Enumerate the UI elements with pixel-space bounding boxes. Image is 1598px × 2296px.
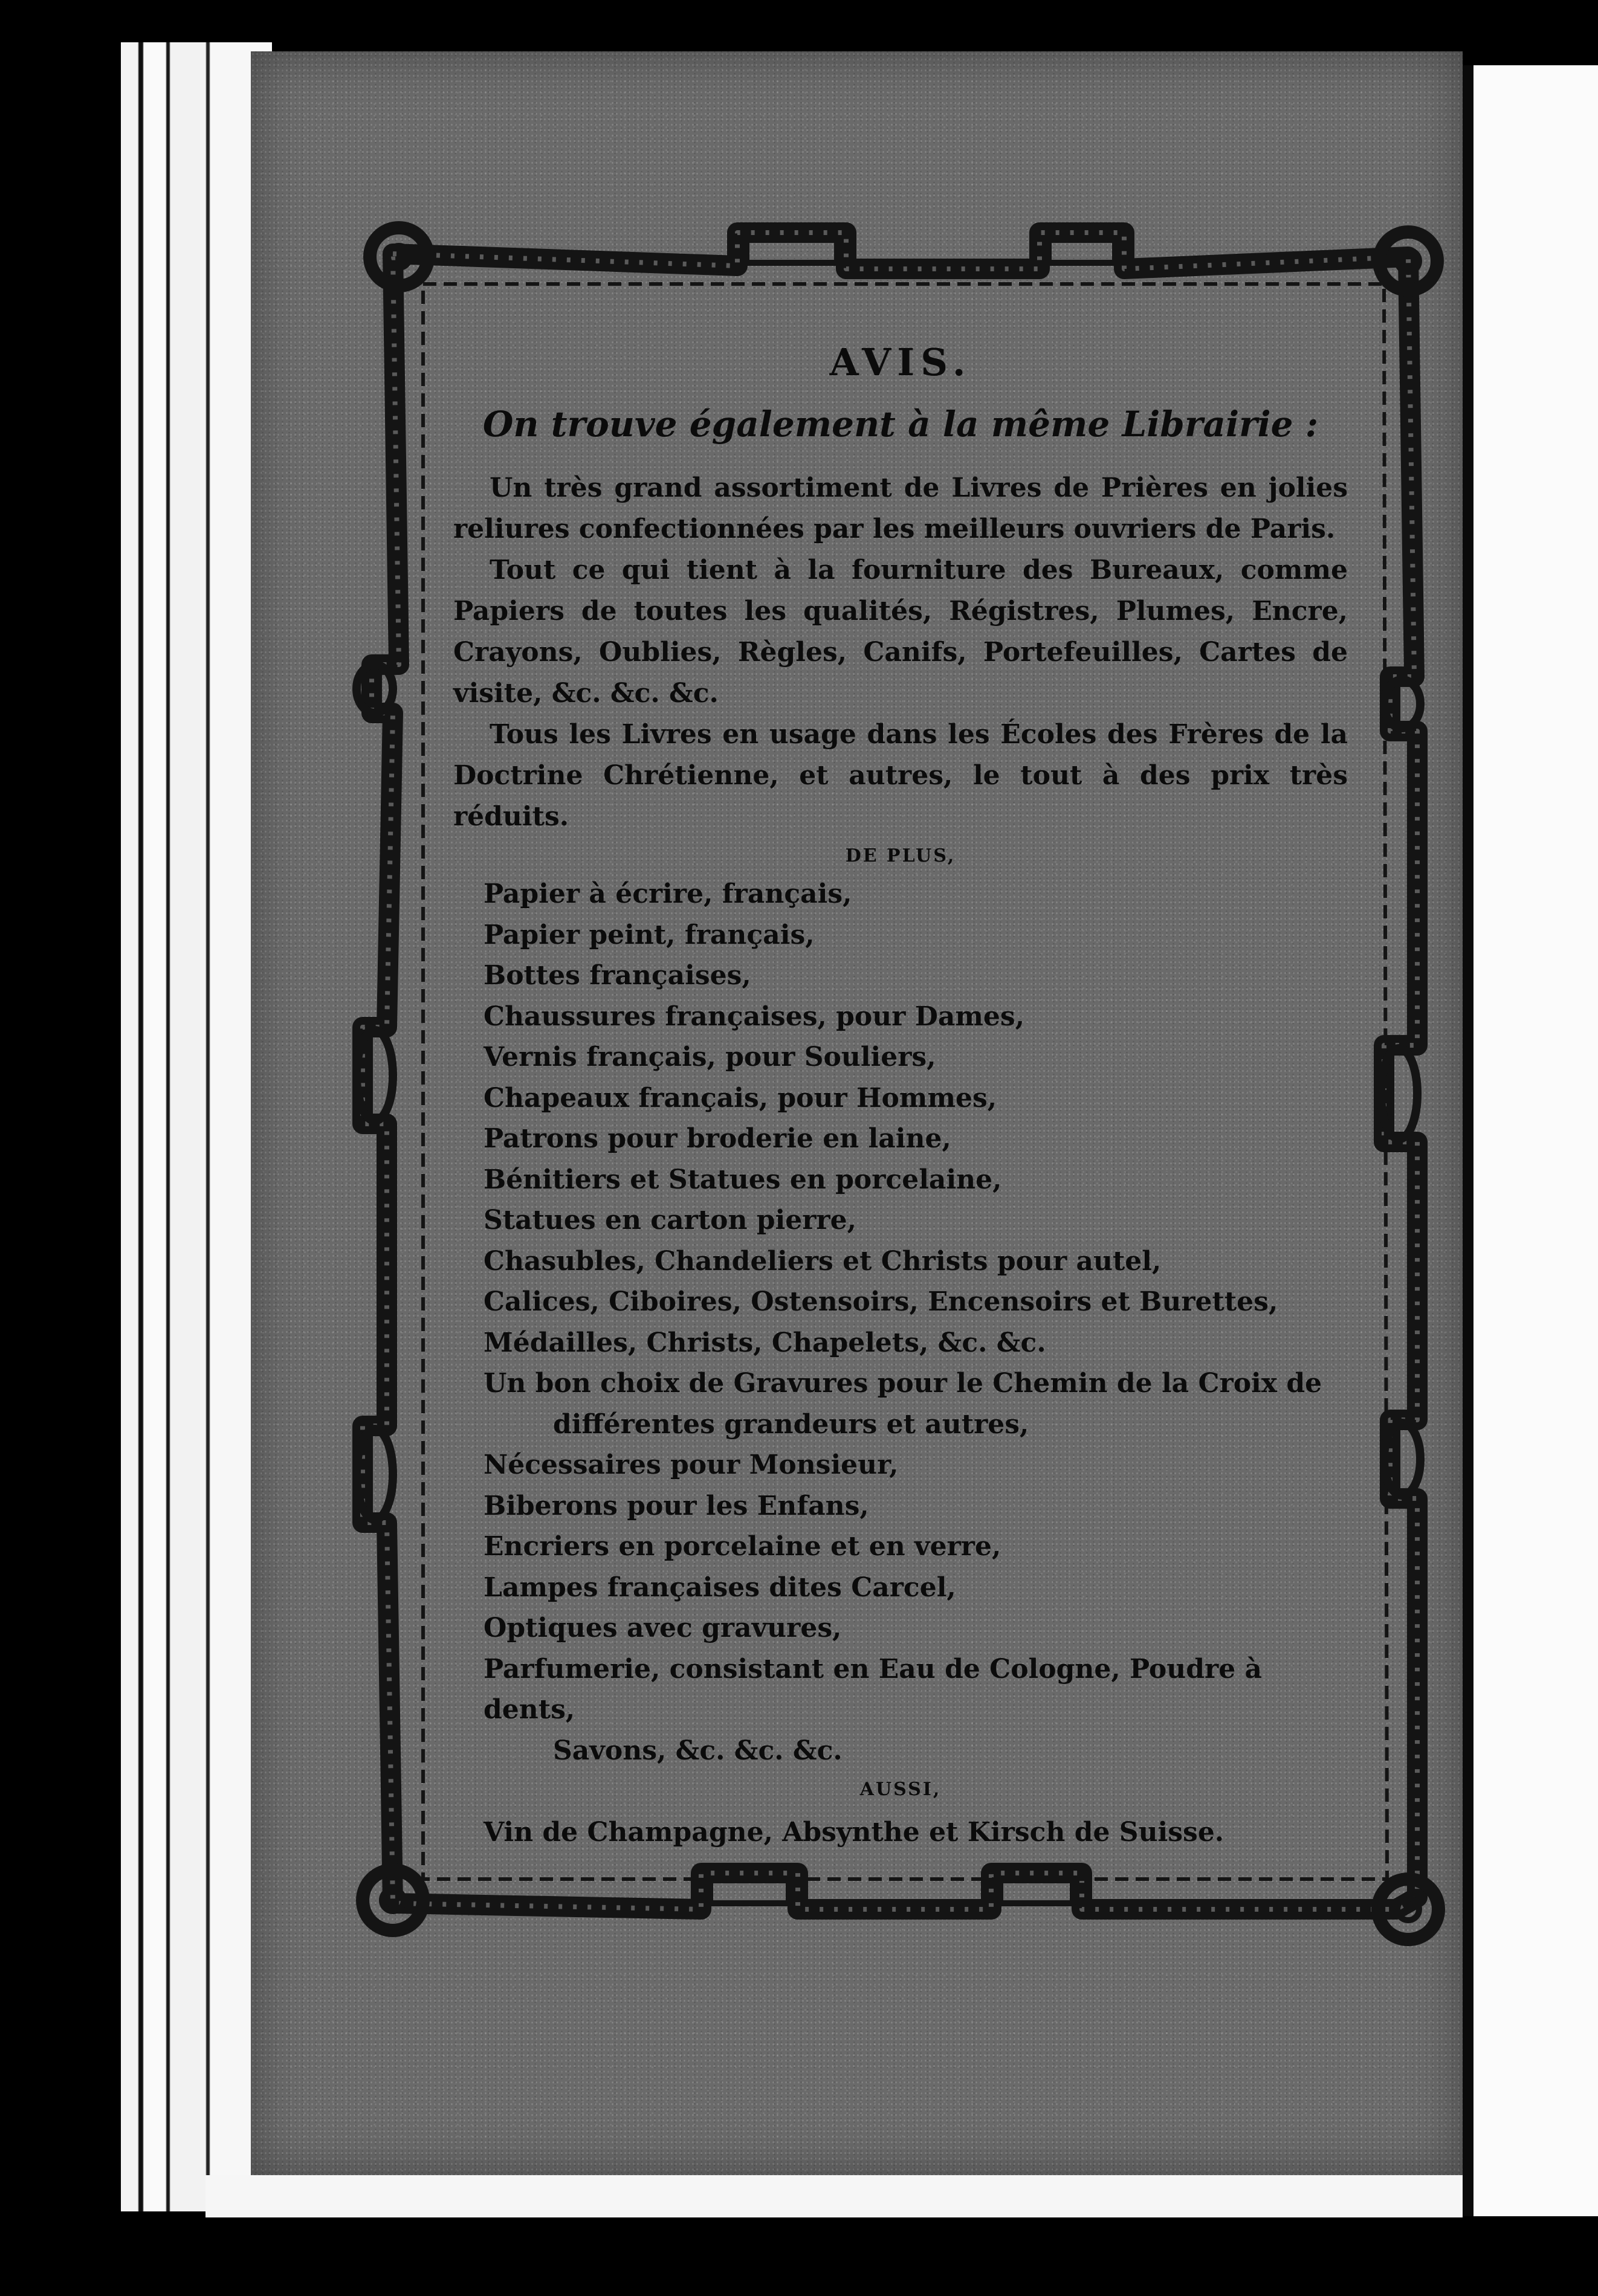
- list-item-continuation: différentes grandeurs et autres,: [553, 1408, 1029, 1440]
- list-item-text: Papier peint, français,: [484, 919, 815, 950]
- section-heading-aussi: AUSSI,: [859, 1779, 942, 1800]
- list-item-text: Un bon choix de Gravures pour le Chemin de la Croix de: [484, 1368, 1322, 1399]
- list-item-text: Calices, Ciboires, Ostensoirs, Encensoirs et Burettes,: [484, 1286, 1278, 1317]
- list-item-text: Encriers en porcelaine et en verre,: [484, 1531, 1001, 1562]
- list-item-text: Parfumerie, consistant en Eau de Cologne, Poudre à dents,: [484, 1653, 1263, 1725]
- list-item-text: Bénitiers et Statues en porcelaine,: [484, 1164, 1002, 1195]
- list-item-text: Optiques avec gravures,: [484, 1613, 842, 1643]
- list-item-text: Lampes françaises dites Carcel,: [484, 1572, 956, 1603]
- list-item-text: Statues en carton pierre,: [484, 1205, 856, 1236]
- list-item: [484, 1037, 1348, 1078]
- list-item-text: Biberons pour les Enfans,: [484, 1490, 869, 1521]
- list-item: [484, 1241, 1348, 1282]
- list-item: [484, 874, 1348, 915]
- goods-list: [453, 874, 1348, 1771]
- list-item: [484, 1608, 1348, 1649]
- list-item: [484, 1282, 1348, 1323]
- list-item: [484, 1118, 1348, 1159]
- final-line: Vin de Champagne, Absynthe et Kirsch de Suisse.: [484, 1817, 1224, 1848]
- list-item-text: Nécessaires pour Monsieur,: [484, 1450, 899, 1480]
- list-item: [484, 1078, 1348, 1119]
- notice-text: [453, 338, 1348, 1853]
- list-item: [484, 1159, 1348, 1201]
- list-item: [484, 915, 1348, 956]
- list-item: [484, 1445, 1348, 1486]
- list-item: [484, 1526, 1348, 1567]
- list-item-text: Chaussures françaises, pour Dames,: [484, 1001, 1025, 1032]
- subtitle: On trouve également à la même Librairie :: [482, 404, 1319, 445]
- list-item: [484, 955, 1348, 996]
- list-item-text: Médailles, Christs, Chapelets, &c. &c.: [484, 1327, 1046, 1358]
- paragraph-office-supplies: Tout ce qui tient à la fourniture des Bureaux, comme Papiers de toutes les qualités, Régistres, Plumes, Encre, Crayons, Oublies, Règles, Canifs, Portefeuilles, Cartes de visite, &c. &c. &c.: [453, 555, 1348, 709]
- list-item-continuation: Savons, &c. &c. &c.: [553, 1735, 843, 1766]
- list-item: [484, 1200, 1348, 1241]
- list-item: [484, 1323, 1348, 1364]
- list-item: [484, 1649, 1348, 1772]
- list-item-text: Chapeaux français, pour Hommes,: [484, 1082, 997, 1114]
- list-item-text: Vernis français, pour Souliers,: [484, 1042, 936, 1072]
- list-item: [484, 996, 1348, 1037]
- list-item-text: Chasubles, Chandeliers et Christs pour autel,: [484, 1245, 1162, 1277]
- page-title: AVIS.: [829, 340, 972, 384]
- list-item-text: Papier à écrire, français,: [484, 879, 852, 909]
- list-item: [484, 1363, 1348, 1445]
- paragraph-school-books: Tous les Livres en usage dans les Écoles des Frères de la Doctrine Chrétienne, et autres, le tout à des prix très réduits.: [453, 719, 1348, 832]
- list-item: [484, 1486, 1348, 1527]
- paragraph-prayer-books: Un très grand assortiment de Livres de Prières en jolies reliures confectionnées par les meilleurs ouvriers de Paris.: [453, 472, 1348, 544]
- section-heading-de-plus: DE PLUS,: [845, 845, 956, 866]
- list-item-text: Bottes françaises,: [484, 960, 751, 991]
- list-item-text: Patrons pour broderie en laine,: [484, 1123, 951, 1154]
- list-item: [484, 1567, 1348, 1608]
